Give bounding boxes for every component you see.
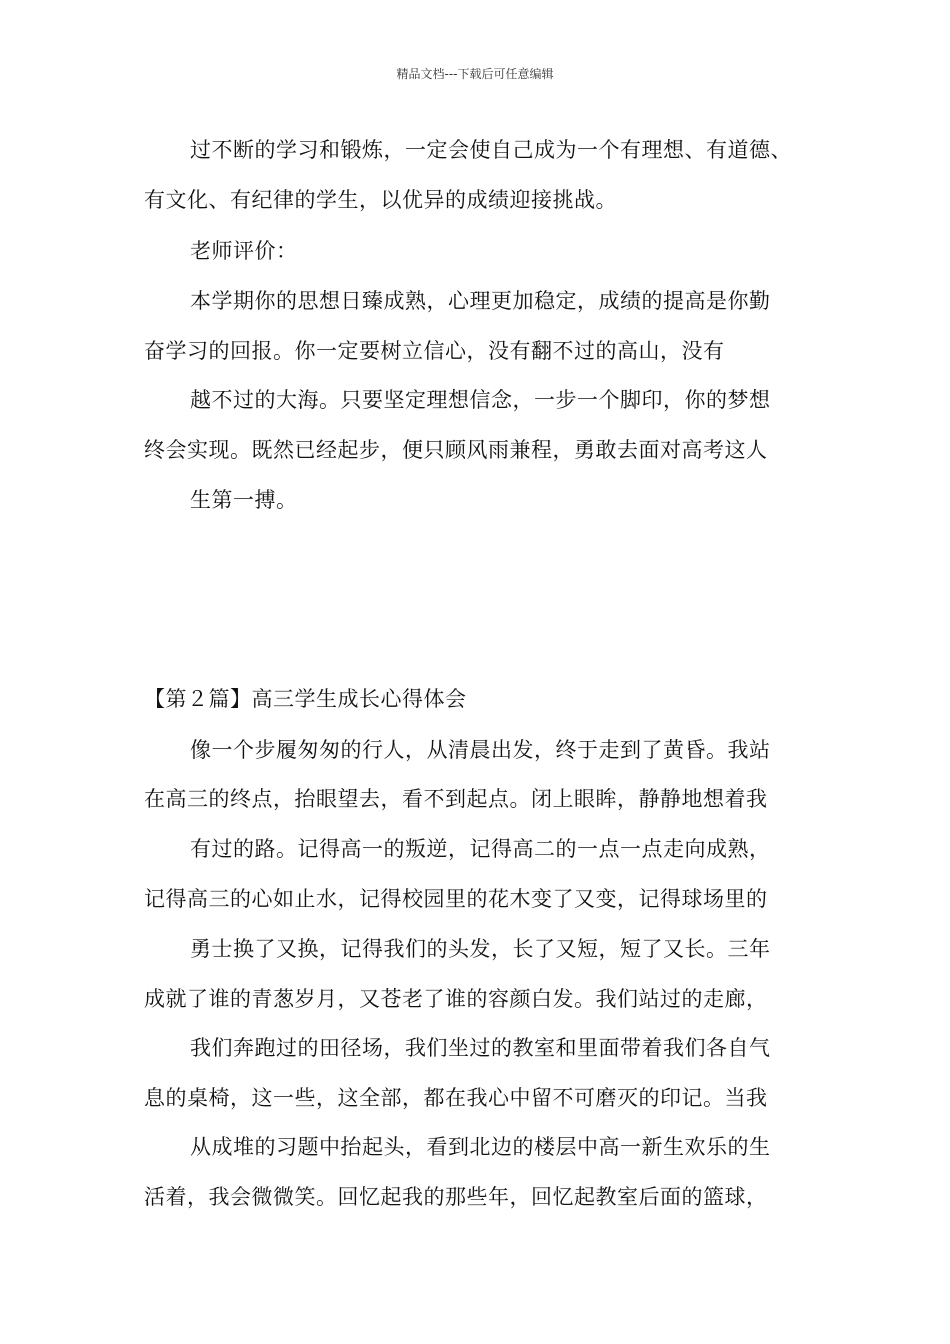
paragraph-line: 记得高三的心如止水，记得校园里的花木变了又变，记得球场里的	[144, 887, 768, 911]
paragraph-line: 成就了谁的青葱岁月，又苍老了谁的容颜白发。我们站过的走廊，	[144, 987, 768, 1011]
page-header: 精品文档---下载后可任意编辑	[396, 67, 554, 81]
paragraph-line: 老师评价：	[190, 239, 298, 263]
paragraph-line: 奋学习的回报。你一定要树立信心，没有翻不过的高山，没有	[144, 339, 725, 363]
paragraph-line: 过不断的学习和锻炼，一定会使自己成为一个有理想、有道德、	[190, 138, 792, 162]
paragraph-line: 终会实现。既然已经起步，便只顾风雨兼程，勇敢去面对高考这人	[144, 438, 768, 462]
paragraph-line: 勇士换了又换，记得我们的头发，长了又短，短了又长。三年	[190, 937, 771, 961]
paragraph-line: 在高三的终点，抬眼望去，看不到起点。闭上眼眸，静静地想着我	[144, 787, 768, 811]
paragraph-line: 有文化、有纪律的学生，以优异的成绩迎接挑战。	[144, 188, 617, 212]
paragraph-line: 有过的路。记得高一的叛逆，记得高二的一点一点走向成熟，	[190, 837, 771, 861]
paragraph-line: 生第一搏。	[190, 488, 298, 512]
paragraph-line: 像一个步履匆匆的行人，从清晨出发，终于走到了黄昏。我站	[190, 738, 771, 762]
paragraph-line: 越不过的大海。只要坚定理想信念，一步一个脚印，你的梦想	[190, 388, 771, 412]
paragraph-line: 息的桌椅，这一些，这全部，都在我心中留不可磨灭的印记。当我	[144, 1086, 768, 1110]
paragraph-line: 从成堆的习题中抬起头，看到北边的楼层中高一新生欢乐的生	[190, 1135, 771, 1159]
paragraph-line: 我们奔跑过的田径场，我们坐过的教室和里面带着我们各自气	[190, 1036, 771, 1060]
paragraph-line: 活着，我会微微笑。回忆起我的那些年，回忆起教室后面的篮球，	[144, 1185, 768, 1209]
paragraph-line: 本学期你的思想日臻成熟，心理更加稳定，成绩的提高是你勤	[190, 289, 771, 313]
section-title: 【第２篇】高三学生成长心得体会	[144, 687, 467, 711]
